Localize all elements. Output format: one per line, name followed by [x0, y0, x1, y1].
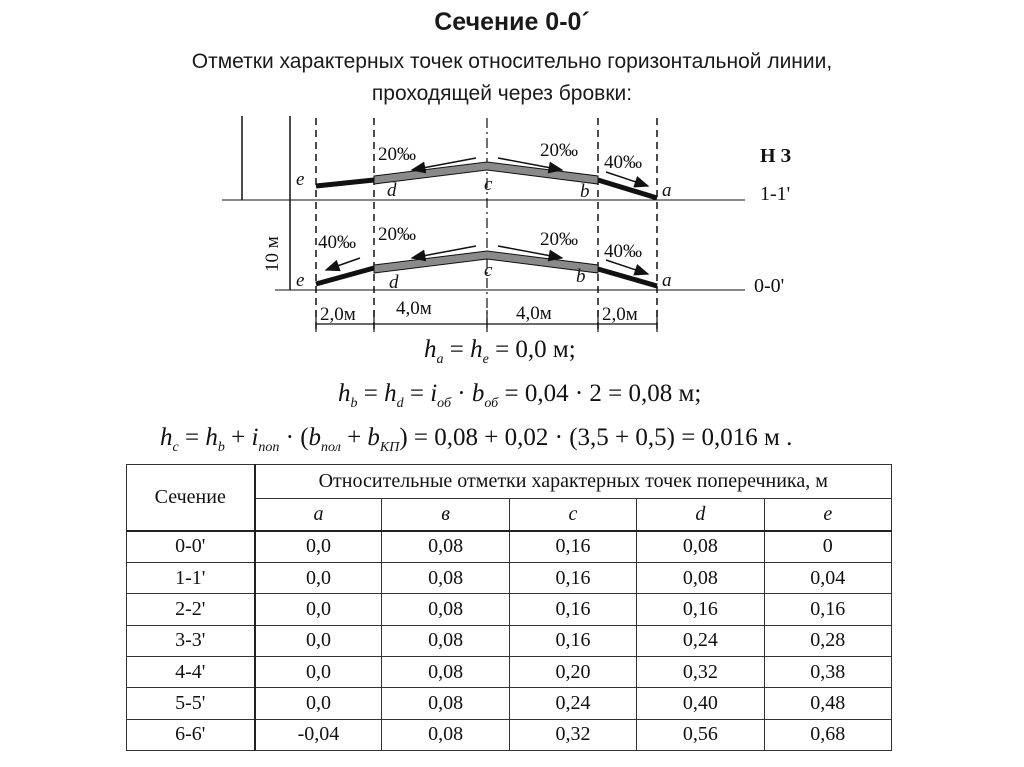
section-label-0-0: 0-0' — [754, 275, 785, 297]
point-label-c: c — [484, 260, 493, 281]
section-cell: 2-2' — [127, 594, 255, 625]
value-cell: 0,24 — [509, 688, 636, 719]
value-cell: 0,38 — [764, 656, 891, 687]
slope-label-20: 20‰ — [540, 140, 578, 161]
value-cell: 0,20 — [509, 656, 636, 687]
section-column-header: Сечение — [127, 465, 255, 531]
table-row — [127, 531, 892, 563]
value-cell: 0,08 — [637, 531, 764, 563]
point-label-a: a — [662, 180, 672, 201]
formula-hc: $h_c = h_b + i_{поп} \cdot (b_{пол} + b_{КП}) = 0,08 + 0,02 \cdot (3,5 + 0,5) = 0,016$ м . — [160, 424, 793, 455]
value-cell: 0,0 — [255, 562, 382, 593]
point-label-b: b — [580, 181, 590, 202]
value-cell: -0,04 — [255, 719, 382, 750]
subtitle-line-1: Отметки характерных точек относительно горизонтальной линии, — [191, 50, 833, 73]
point-label-e: e — [296, 169, 305, 190]
value-cell: 0,08 — [382, 531, 509, 563]
value-cell: 0,16 — [509, 625, 636, 656]
value-cell: 0,32 — [509, 719, 636, 750]
subtitle-line-2: проходящей через бровки: — [371, 82, 633, 105]
value-cell: 0,0 — [255, 625, 382, 656]
value-cell: 0,08 — [382, 625, 509, 656]
page-title: Сечение 0-0´ — [434, 8, 590, 36]
value-cell: 0 — [764, 531, 891, 563]
point-label-a: a — [662, 270, 672, 291]
section-cell: 6-6' — [127, 719, 255, 750]
table-row — [127, 656, 892, 687]
value-cell: 0,28 — [764, 625, 891, 656]
table-row — [127, 562, 892, 593]
point-label-e: e — [296, 270, 305, 291]
column-header-e: e — [764, 499, 891, 531]
section-cell: 0-0' — [127, 531, 255, 563]
value-cell: 0,08 — [382, 688, 509, 719]
value-cell: 0,56 — [637, 719, 764, 750]
value-cell: 0,16 — [509, 562, 636, 593]
dimension-label: 2,0м — [602, 304, 638, 325]
point-label-d: d — [389, 272, 399, 293]
value-cell: 0,16 — [509, 531, 636, 563]
value-cell: 0,16 — [764, 594, 891, 625]
slope-arrow — [326, 258, 360, 270]
shoulder-left-0 — [316, 268, 374, 284]
group-header: Относительные отметки характерных точек поперечника, м — [255, 465, 892, 499]
table-row — [127, 688, 892, 719]
shoulder-left-1 — [316, 180, 374, 186]
value-cell: 0,0 — [255, 531, 382, 563]
formula-hb: $h_b = h_d = i_{об} \cdot b_{об} = 0,04 \cdot 2 = 0,08$ м; — [338, 380, 702, 411]
value-cell: 0,40 — [637, 688, 764, 719]
value-cell: 0,16 — [637, 594, 764, 625]
point-label-b: b — [576, 266, 586, 287]
slope-label-20: 20‰ — [378, 144, 416, 165]
value-cell: 0,16 — [509, 594, 636, 625]
slope-label-40: 40‰ — [604, 241, 642, 262]
section-cell: 3-3' — [127, 625, 255, 656]
formula-ha: $h_a = h_e = 0,0$ м; — [424, 336, 576, 367]
value-cell: 0,48 — [764, 688, 891, 719]
value-cell: 0,08 — [637, 562, 764, 593]
vertical-dimension-label: 10 м — [262, 236, 283, 272]
column-header-a: a — [255, 499, 382, 531]
section-cell: 5-5' — [127, 688, 255, 719]
shoulder-right-1 — [598, 180, 657, 198]
value-cell: 0,0 — [255, 594, 382, 625]
value-cell: 0,08 — [382, 594, 509, 625]
table-row — [127, 625, 892, 656]
section-label-1-1: 1-1' — [760, 183, 791, 205]
value-cell: 0,0 — [255, 688, 382, 719]
value-cell: 0,04 — [764, 562, 891, 593]
table-row — [127, 719, 892, 750]
value-cell: 0,32 — [637, 656, 764, 687]
value-cell: 0,08 — [382, 719, 509, 750]
point-label-d: d — [387, 180, 397, 201]
section-cell: 1-1' — [127, 562, 255, 593]
section-cell: 4-4' — [127, 656, 255, 687]
elevation-table — [126, 464, 892, 751]
dimension-label: 4,0м — [516, 303, 552, 324]
legend-label: Н З — [760, 145, 792, 167]
slope-label-20: 20‰ — [378, 224, 416, 245]
slope-label-20: 20‰ — [540, 229, 578, 250]
value-cell: 0,08 — [382, 656, 509, 687]
value-cell: 0,68 — [764, 719, 891, 750]
shoulder-right-0 — [598, 269, 657, 286]
dimension-label: 2,0м — [320, 304, 356, 325]
value-cell: 0,0 — [255, 656, 382, 687]
table-row — [127, 594, 892, 625]
slope-label-40: 40‰ — [604, 152, 642, 173]
column-header-c: c — [509, 499, 636, 531]
point-label-c: c — [484, 174, 493, 195]
column-header-d: d — [637, 499, 764, 531]
value-cell: 0,24 — [637, 625, 764, 656]
value-cell: 0,08 — [382, 562, 509, 593]
dimension-label: 4,0м — [396, 298, 432, 319]
slope-label-40: 40‰ — [318, 232, 356, 253]
column-header-b: в — [382, 499, 509, 531]
cross-section-diagram — [0, 0, 1024, 340]
